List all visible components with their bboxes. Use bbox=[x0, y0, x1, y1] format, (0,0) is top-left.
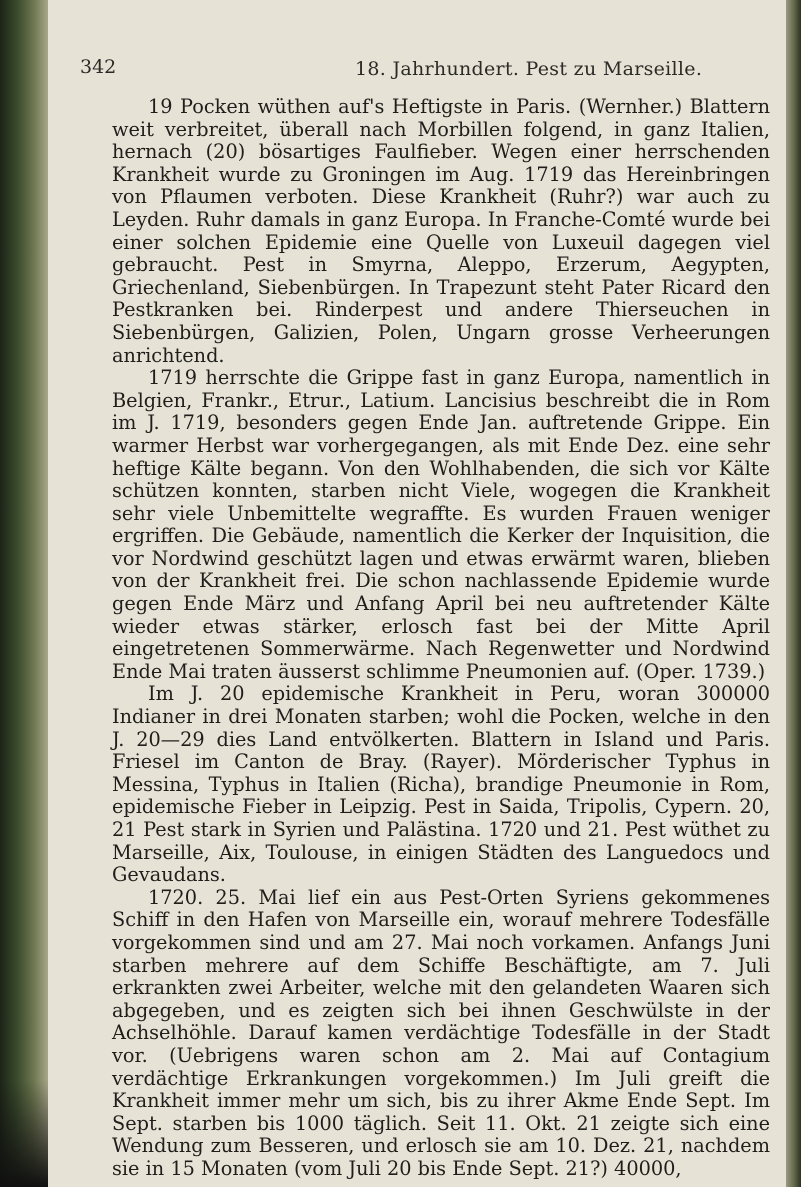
page-edge bbox=[786, 0, 801, 1187]
page-header bbox=[80, 56, 780, 86]
paragraph: 19 Pocken wüthen auf's Heftigste in Paris. (Wernher.) Blattern weit verbreitet, überall nach Morbillen folgend, in ganz Italien, hernach (20) bösartiges Faulfieber. Wegen einer herrschenden Krankheit wurde zu Groningen im Aug. 1719 das Hereinbringen von Pflaumen verboten. Diese Krankheit (Ruhr?) war auch zu Leyden. Ruhr damals in ganz Europa. In Franche-Comté wurde bei einer solchen Epidemie eine Quelle von Luxeuil dagegen viel gebraucht. Pest in Smyrna, Aleppo, Erzerum, Aegypten, Griechenland, Siebenbürgen. In Trapezunt steht Pater Ricard den Pestkranken bei. Rinderpest und andere Thierseuchen in Siebenbürgen, Galizien, Polen, Ungarn grosse Verheerungen anrichtend. bbox=[112, 95, 770, 367]
paragraph: Im J. 20 epidemische Krankheit in Peru, woran 300000 Indianer in drei Monaten starben; wohl die Pocken, welche in den J. 20—29 dies Land entvölkerten. Blattern in Island und Paris. Friesel im Canton de Bray. (Rayer). Mörderischer Typhus in Messina, Typhus in Italien (Richa), brandige Pneumonie in Rom, epidemische Fieber in Leipzig. Pest in Saida, Tripolis, Cypern. 20, 21 Pest stark in Syrien und Palästina. 1720 und 21. Pest wüthet zu Marseille, Aix, Toulouse, in einigen Städten des Languedocs und Gevaudans. bbox=[112, 682, 770, 887]
book-gutter bbox=[0, 0, 48, 1187]
paragraph: 1719 herrschte die Grippe fast in ganz Europa, namentlich in Belgien, Frankr., Etrur., Latium. Lancisius beschreibt die in Rom im J. 1719, besonders gegen Ende Jan. auftretende Grippe. Ein warmer Herbst war vorhergegangen, als mit Ende Dez. eine sehr heftige Kälte begann. Von den Wohlhabenden, die sich vor Kälte schützen konnten, starben nicht Viele, wogegen die Krankheit sehr viele Unbemittelte wegraffte. Es wurden Frauen weniger ergriffen. Die Gebäude, namentlich die Kerker der Inquisition, die vor Nordwind geschützt lagen und etwas erwärmt waren, blieben von der Krankheit frei. Die schon nachlassende Epidemie wurde gegen Ende März und Anfang April bei neu auftretender Kälte wieder etwas stärker, erlosch fast bei der Mitte April eingetretenen Sommerwärme. Nach Regenwetter und Nordwind Ende Mai traten äusserst schlimme Pneumonien auf. (Oper. 1739.) bbox=[112, 366, 770, 683]
page-number: 342 bbox=[80, 56, 117, 78]
running-head: 18. Jahrhundert. Pest zu Marseille. bbox=[355, 58, 703, 80]
body-text bbox=[112, 96, 770, 1181]
paragraph: 1720. 25. Mai lief ein aus Pest-Orten Syriens gekommenes Schiff in den Hafen von Marseille ein, worauf mehrere Todesfälle vorgekommen sind und am 27. Mai noch vorkamen. Anfangs Juni starben mehrere auf dem Schiffe Beschäftigte, am 7. Juli erkrankten zwei Arbeiter, welche mit den gelandeten Waaren sich abgegeben, und es zeigten sich bei ihnen Geschwülste in der Achselhöhle. Darauf kamen verdächtige Todesfälle in der Stadt vor. (Uebrigens waren schon am 2. Mai auf Contagium verdächtige Erkrankungen vorgekommen.) Im Juli greift die Krankheit immer mehr um sich, bis zu ihrer Akme Ende Sept. Im Sept. starben bis 1000 täglich. Seit 11. Okt. 21 zeigte sich eine Wendung zum Besseren, und erlosch sie am 10. Dez. 21, nachdem sie in 15 Monaten (vom Juli 20 bis Ende Sept. 21?) 40000, bbox=[112, 885, 770, 1180]
